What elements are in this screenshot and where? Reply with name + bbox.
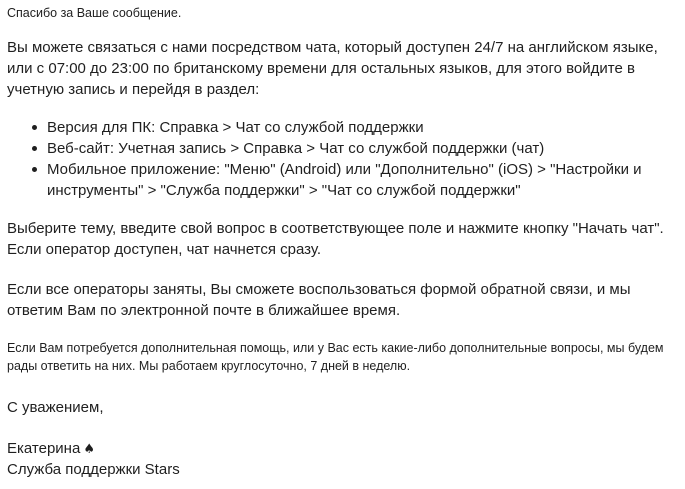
step-text: Версия для ПК: Справка > Чат со службой поддержки — [47, 119, 424, 136]
bullet-icon — [32, 146, 37, 151]
email-instructions-paragraph: Выберите тему, введите свой вопрос в соответствующее поле и нажмите кнопку "Начать чат". Если оператор доступен, чат начнется сразу. — [7, 220, 664, 258]
bullet-icon — [32, 125, 37, 130]
email-help-paragraph: Если Вам потребуется дополнительная помощь, или у Вас есть какие-либо дополнительные вопросы, мы будем рады ответить на них. Мы работаем круглосуточно, 7 дней в неделю. — [7, 341, 664, 373]
email-greeting: Спасибо за Ваше сообщение. — [7, 6, 182, 20]
email-closing: С уважением, — [7, 399, 104, 416]
email-busy-paragraph: Если все операторы заняты, Вы сможете воспользоваться формой обратной связи, и мы ответим Вам по электронной почте в ближайшее время. — [7, 281, 631, 319]
signature-name: Екатерина — [7, 440, 81, 457]
step-text: Мобильное приложение: "Меню" (Android) или "Дополнительно" (iOS) > "Настройки и инструменты" > "Служба поддержки" > "Чат со службой поддержки" — [47, 161, 642, 199]
email-intro-paragraph: Вы можете связаться с нами посредством чата, который доступен 24/7 на английском языке, или с 07:00 до 23:00 по британскому времени для остальных языков, для этого войдите в учетную запись и перейдя в раздел: — [7, 39, 658, 98]
step-text: Веб-сайт: Учетная запись > Справка > Чат со службой поддержки (чат) — [47, 140, 545, 157]
list-item — [47, 138, 672, 159]
bullet-icon — [32, 167, 37, 172]
support-steps-list — [7, 117, 672, 201]
list-item — [47, 159, 672, 201]
spade-icon: ♠ — [83, 442, 95, 457]
list-item — [47, 117, 672, 138]
signature-team: Служба поддержки Stars — [7, 461, 180, 478]
signature-name-line — [7, 438, 95, 460]
